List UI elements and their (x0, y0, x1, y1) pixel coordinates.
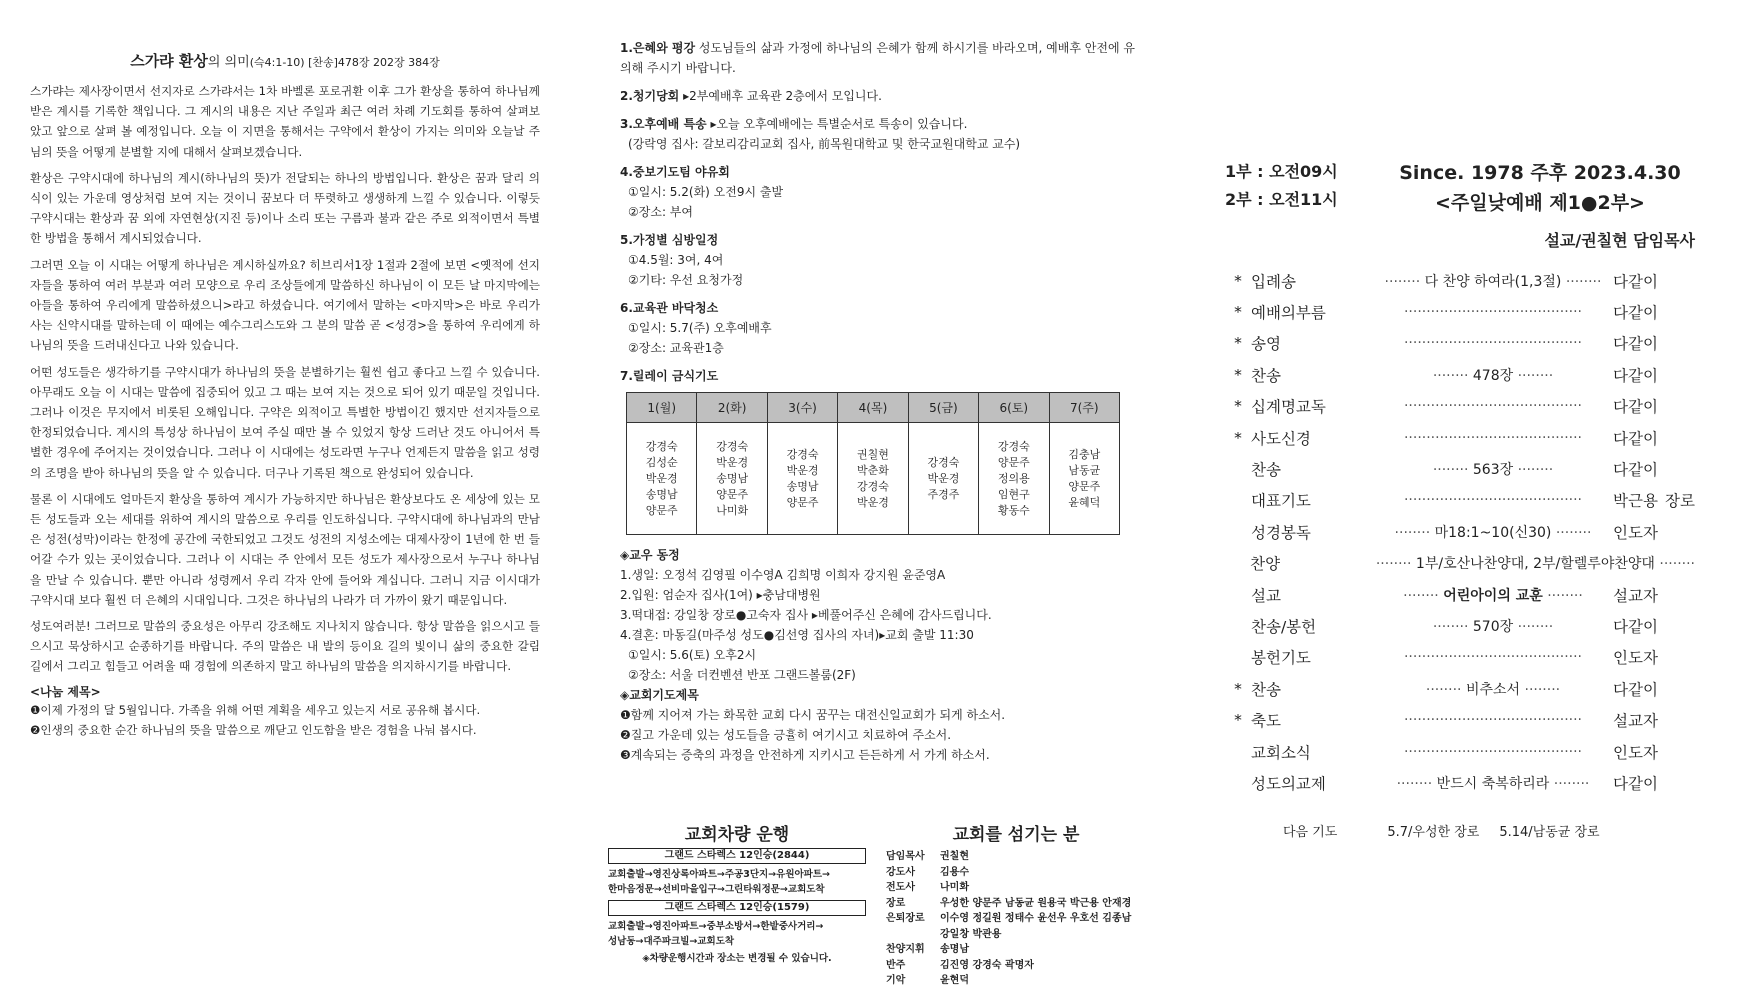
order-row (1225, 391, 1695, 422)
relay-name: 강경숙 (786, 447, 819, 461)
notice-4-title: 4.중보기도팀 야유회 (620, 165, 730, 179)
order-row (1225, 296, 1695, 327)
news-item: ①일시: 5.6(토) 오후2시 (628, 648, 757, 662)
since-line: Since. 1978 주후 2023.4.30 (1399, 162, 1681, 184)
order-row (1225, 328, 1695, 359)
relay-name: 박운경 (645, 471, 678, 485)
relay-day-header: 4(목) (838, 393, 908, 423)
order-star: * (1234, 428, 1242, 447)
relay-name: 양문주 (716, 487, 749, 501)
order-person: 인도자 (1613, 743, 1658, 762)
order-item-name: 입례송 (1251, 272, 1296, 291)
relay-name: 남동균 (1068, 463, 1101, 477)
order-item-detail: 반드시 축복하리라 (1436, 775, 1550, 792)
relay-name: 나미화 (716, 503, 749, 517)
paragraph: 그러면 오늘 이 시대는 어떻게 하나님은 계시하실까요? 히브리서1장 1절과 2절에 보면 <옛적에 선지자들을 통하여 여러 부분과 여러 모양으로 우리 조상들에게 말씀하신 하나님이 이 모든 날 마지막에는 아들을 통하여 우리에게 말씀하셨으니>라고 하셨습니다. 여기에서 말하는 <마지막>은 바로 우리가 사는 신약시대를 말하는데 이 때에는 예수그리스도와 그 분의 말씀 곧 <성경>을 통하여 우리에게 하나님의 뜻을 드러내신다고 나와 있습니다. (30, 257, 540, 353)
paragraph: 성도여러분! 그러므로 말씀의 중요성은 아무리 강조해도 지나치지 않습니다. 항상 말씀을 읽으시고 들으시고 묵상하시고 순종하기를 바랍니다. 주의 말씀은 내 발의 등이요 길의 빛이니 삶의 중요한 갈림길에서 그리고 힘들고 어려울 때 경험에 의존하지 말고 하나님의 말씀을 의지하시기를 바랍니다. (30, 619, 540, 674)
notice-3-sub: (강락영 집사: 갈보리감리교회 집사, 前목원대학교 및 한국교원대학교 교수) (628, 137, 1021, 151)
notice-1: 1.은혜와 평강 성도님들의 삶과 가정에 하나님의 은혜가 함께 하시기를 바라오며, 예배후 안전에 유의해 주시기 바랍니다. (620, 41, 1135, 75)
order-item-name: 설교 (1251, 586, 1281, 605)
order-dots: ········ 비추소서 ········ (1425, 681, 1561, 698)
relay-day-header: 3(수) (767, 393, 837, 423)
minister-role: 전도사 (886, 882, 915, 893)
sharing-title: <나눔 제목> (30, 684, 101, 699)
prayer-item: ❶함께 지어져 가는 화목한 교회 다시 꿈꾸는 대전신일교회가 되게 하소서. (620, 708, 1006, 722)
order-star: * (1234, 365, 1242, 384)
relay-name: 주경주 (927, 487, 960, 501)
relay-name: 박춘화 (857, 463, 889, 477)
order-item-name: 십계명교독 (1251, 398, 1326, 417)
relay-name: 강경숙 (997, 439, 1030, 453)
order-item-detail: 478장 (1472, 367, 1514, 384)
news-item: 4.결혼: 마동길(마주성 성도●김선영 집사의 자녀)▸교회 출발 11:30 (620, 628, 974, 642)
relay-name: 윤혜덕 (1068, 495, 1101, 509)
next-prayer-label: 다음 기도 (1283, 824, 1338, 840)
news-item: ②장소: 서울 더컨벤션 반포 그랜드볼룸(2F) (628, 668, 856, 682)
order-person: 다같이 (1613, 272, 1658, 291)
minister-row (886, 849, 1146, 865)
relay-day-header: 7(주) (1049, 393, 1119, 423)
relay-names-cell (767, 423, 837, 535)
order-row (1225, 422, 1695, 453)
order-dots: ········ 마18:1~10(신30) ········ (1394, 524, 1592, 541)
bus-1-label: 그랜드 스타렉스 12인승(2844) (608, 848, 866, 864)
order-star: * (1234, 711, 1242, 730)
order-item-detail: 마18:1~10(신30) (1434, 524, 1552, 541)
minister-names: 김진영 강경숙 곽명자 (940, 959, 1034, 971)
route-2-line: 성남동→대주파크빌→교회도착 (608, 936, 735, 947)
ministers-list (886, 849, 1146, 989)
relay-name: 송명남 (716, 471, 749, 485)
minister-role: 강도사 (886, 866, 915, 878)
order-item-name: 교회소식 (1251, 743, 1311, 762)
order-item-name: 성경봉독 (1251, 523, 1311, 542)
preacher-line: 설교/권칠현 담임목사 (1544, 231, 1695, 250)
paragraph: 물론 이 시대에도 얼마든지 환상을 통하여 계시가 가능하지만 하나님은 환상보다도 온 세상에 있는 모든 성도들과 오는 세대를 위하여 계시의 말씀으로 우리를 인도하십니다. 구약시대에 하나님과의 만남은 성전(성막)이라는 한정에 공간에 국한되었고 그것도 성전의 지성소에는 대제사장이 1년에 한 번 들어갈 수가 있는 곳이었습니다. 그러나 이 시대는 주 안에서 모든 성도가 제사장으로서 누구나 하나님을 만날 수 있습니다. 뿐만 아니라 성령께서 우리 각자 안에 들어와 계십니다. 그러니 지금 이시대가 구약시대 보다 훨씬 더 은혜의 시대입니다. 그것은 하나님의 나라가 더 가까이 왔기 때문입니다. (30, 491, 540, 607)
service-times (1225, 158, 1338, 218)
order-person: 인도자 (1613, 649, 1658, 668)
relay-prayer-table (626, 392, 1120, 535)
minister-names: 이수영 정길원 정태수 윤선우 우호선 김종남 (940, 913, 1132, 924)
relay-name: 송명남 (645, 487, 678, 501)
minister-row (886, 911, 1146, 927)
prayer-item: ❸계속되는 증축의 과정을 안전하게 지키시고 든든하게 서 가게 하소서. (620, 748, 990, 762)
relay-names-cell (979, 423, 1049, 535)
notice-5-line: ①4.5월: 3여, 4여 (628, 253, 724, 267)
order-star: * (1234, 679, 1242, 698)
minister-row (886, 973, 1146, 989)
order-row (1225, 610, 1695, 641)
order-person: 설교자 (1613, 586, 1658, 605)
relay-names-row (627, 423, 1120, 535)
minister-row (886, 880, 1146, 896)
order-item-detail: 비추소서 (1465, 681, 1521, 698)
order-person: 다같이 (1613, 398, 1658, 417)
order-item-name: 찬송 (1251, 680, 1281, 699)
sharing-item: ❶이제 가정의 달 5월입니다. 가족을 위해 어떤 계획을 세우고 있는지 서로 공유해 봅시다. (30, 702, 481, 717)
relay-day-header: 5(금) (908, 393, 978, 423)
service-heading (1385, 158, 1695, 218)
relay-names-cell (697, 423, 767, 535)
next-prayer-1: 5.7/우성한 장로 (1387, 824, 1480, 840)
notice-2: 2.청기당회 ▸2부예배후 교육관 2층에서 모입니다. (620, 89, 882, 103)
order-row (1225, 359, 1695, 390)
vehicle-section (608, 820, 866, 966)
relay-name: 권칠현 (857, 447, 889, 461)
order-person: 박근용 장로 (1613, 492, 1695, 511)
relay-name: 김성순 (645, 455, 678, 469)
next-prayer-2: 5.14/남동균 장로 (1499, 824, 1600, 840)
order-row (1225, 704, 1695, 735)
minister-names: 나미화 (940, 882, 969, 893)
order-person: 다같이 (1613, 304, 1658, 323)
paragraph: 스가랴는 제사장이면서 선지자로 스가랴서는 1차 바벨론 포로귀환 이후 그가 환상을 통하여 하나님께 받은 계시를 기록한 책입니다. 그 계시의 내용은 지난 주일과 최근 여러 차례 기도회를 통하여 살펴보았고 앞으로 살펴 볼 예정입니다. 오늘 이 지면을 통해서는 구약에서 환상이 가지는 의미와 오늘날 주님의 뜻을 어떻게 분별할 지에 대해서 살펴보겠습니다. (30, 84, 540, 159)
relay-name: 정의용 (997, 471, 1030, 485)
relay-names-cell (838, 423, 908, 535)
relay-name: 송명남 (786, 479, 819, 493)
order-dots: ········································ (1403, 304, 1582, 321)
order-row (1225, 767, 1695, 798)
notice-7-title: 7.릴레이 금식기도 (620, 369, 719, 383)
order-dots: ········································ (1403, 492, 1582, 509)
minister-names: 김용수 (940, 866, 969, 878)
order-dots: ········ 반드시 축복하리라 ········ (1396, 775, 1590, 792)
minister-row (886, 942, 1146, 958)
service-header (1225, 158, 1695, 218)
minister-names: 윤현덕 (940, 975, 969, 986)
order-item-name: 대표기도 (1251, 492, 1311, 511)
order-dots: ········ 다 찬양 하여라(1,3절) ········ (1384, 273, 1602, 290)
route-1-line: 한마음정문→선비마을입구→그린타워정문→교회도착 (608, 884, 825, 895)
order-item-detail: 1부/호산나찬양대, 2부/할렐루야찬양대 (1415, 556, 1655, 573)
announcements-column (620, 38, 1140, 765)
notice-4-line: ②장소: 부여 (628, 205, 693, 219)
minister-row (886, 865, 1146, 881)
order-dots: ········ 563장 ········ (1432, 462, 1554, 479)
order-list (1225, 265, 1695, 799)
minister-role: 반주 (886, 959, 906, 971)
order-item-detail: 어린아이의 교훈 (1443, 587, 1543, 604)
minister-role: 담임목사 (886, 851, 925, 862)
prayer-title: ◈교회기도제목 (620, 688, 699, 702)
order-item-name: 봉헌기도 (1251, 649, 1311, 668)
route-2-line: 교회출발→영진아파트→중부소방서→한밭중사거리→ (608, 921, 824, 932)
ministers-title: 교회를 섬기는 분 (952, 825, 1080, 845)
relay-name: 황동수 (997, 503, 1030, 517)
relay-name: 김충남 (1068, 447, 1101, 461)
notice-5-title: 5.가정별 심방일정 (620, 233, 719, 247)
order-person: 다같이 (1613, 774, 1658, 793)
minister-names: 권칠현 (940, 851, 969, 862)
order-item-name: 성도의교제 (1251, 774, 1326, 793)
notice-5-line: ②기타: 우선 요청가정 (628, 273, 744, 287)
notice-6-line: ①일시: 5.7(주) 오후예배후 (628, 321, 772, 335)
order-dots: ········································ (1403, 335, 1582, 352)
order-item-detail: 563장 (1472, 462, 1514, 479)
order-column (1225, 158, 1695, 840)
order-dots: ········ 570장 ········ (1432, 618, 1554, 635)
order-dots: ········································ (1403, 429, 1582, 446)
order-item-detail: 570장 (1472, 618, 1514, 635)
minister-row (886, 927, 1146, 943)
order-item-name: 찬양 (1250, 555, 1281, 574)
minister-names: 송명남 (940, 944, 969, 955)
order-row (1225, 453, 1695, 484)
relay-name: 강경숙 (927, 455, 960, 469)
order-person: 다같이 (1613, 680, 1658, 699)
order-item-name: 사도신경 (1251, 429, 1311, 448)
minister-role: 은퇴장로 (886, 913, 925, 924)
vehicle-note: ◈차량운행시간과 장소는 변경될 수 있습니다. (642, 953, 832, 964)
order-row (1225, 516, 1695, 547)
order-row (1225, 642, 1695, 673)
relay-name: 양문주 (645, 503, 678, 517)
order-dots: ········································ (1403, 649, 1582, 666)
order-star: * (1234, 271, 1242, 290)
news-item: 3.떡대접: 강일창 장로●고숙자 집사 ▸베풀어주신 은혜에 감사드립니다. (620, 608, 992, 622)
relay-names-cell (1049, 423, 1119, 535)
relay-name: 강경숙 (716, 439, 749, 453)
title-ref: (슥4:1-10) [찬송]478장 202장 384장 (249, 56, 440, 69)
order-person: 인도자 (1613, 523, 1658, 542)
order-person: 다같이 (1613, 617, 1658, 636)
minister-role: 기악 (886, 975, 906, 986)
order-item-name: 찬송/봉헌 (1251, 617, 1317, 636)
relay-name: 양문주 (997, 455, 1030, 469)
prayer-item: ❷질고 가운데 있는 성도들을 긍휼히 여기시고 치료하여 주소서. (620, 728, 952, 742)
relay-day-header: 6(토) (979, 393, 1049, 423)
news-title: ◈교우 동정 (620, 548, 680, 562)
relay-name: 임현구 (997, 487, 1030, 501)
order-row (1225, 579, 1695, 610)
order-row (1225, 548, 1695, 579)
order-star: * (1234, 397, 1242, 416)
relay-name: 박운경 (786, 463, 819, 477)
order-person: 다같이 (1613, 366, 1658, 385)
order-person: 다같이 (1613, 429, 1658, 448)
order-row (1225, 485, 1695, 516)
relay-header-row (627, 393, 1120, 423)
order-row (1225, 736, 1695, 767)
title-main: 스가랴 환상 (130, 52, 208, 70)
relay-name: 양문주 (786, 495, 819, 509)
meditation-title (30, 50, 540, 71)
bus-2-label: 그랜드 스타렉스 12인승(1579) (608, 900, 866, 916)
order-item-name: 찬송 (1251, 366, 1281, 385)
news-item: 2.입원: 엄순자 집사(1여) ▸충남대병원 (620, 588, 821, 602)
service-time-2: 2부 : 오전11시 (1225, 190, 1338, 209)
relay-day-header: 1(월) (627, 393, 697, 423)
order-item-detail: 다 찬양 하여라(1,3절) (1424, 273, 1562, 290)
order-row (1225, 265, 1695, 296)
minister-role: 장로 (886, 897, 906, 909)
relay-day-header: 2(화) (697, 393, 767, 423)
relay-name: 박운경 (927, 471, 960, 485)
route-1-line: 교회출발→영진상록아파트→주공3단지→유원아파트→ (608, 869, 830, 880)
order-row (1225, 673, 1695, 704)
relay-name: 양문주 (1068, 479, 1101, 493)
relay-name: 박운경 (716, 455, 749, 469)
paragraph: 환상은 구약시대에 하나님의 계시(하나님의 뜻)가 전달되는 하나의 방법입니다. 환상은 꿈과 달리 의식이 있는 가운데 영상처럼 보여 지는 것이니 꿈보다 더 뚜렷하고 생생하게 느낄 수 있습니다. 이렇듯 구약시대는 환상과 꿈 외에 자연현상(지진 등)이나 소리 또는 구름과 불과 같은 주로 외적이면서 특별한 방법을 통해서 계시되었습니다. (30, 170, 540, 246)
order-dots: ········································ (1403, 743, 1582, 760)
relay-name: 박운경 (857, 495, 889, 509)
relay-name: 강경숙 (857, 479, 889, 493)
minister-role (886, 927, 934, 943)
order-dots: ········································ (1403, 398, 1582, 415)
ministers-section (886, 820, 1146, 989)
minister-row (886, 958, 1146, 974)
notice-3: 3.오후예배 특송 ▸오늘 오후예배에는 특별순서로 특송이 있습니다. (620, 117, 968, 131)
minister-names: 강일창 박관용 (940, 928, 1002, 940)
notice-4-line: ①일시: 5.2(화) 오전9시 출발 (628, 185, 784, 199)
service-time-1: 1부 : 오전09시 (1225, 162, 1338, 181)
minister-row (886, 896, 1146, 912)
order-dots: ········ 어린아이의 교훈 ········ (1403, 587, 1583, 604)
relay-name: 강경숙 (645, 439, 678, 453)
notice-6-line: ②장소: 교육관1층 (628, 341, 724, 355)
minister-names: 우성한 양문주 남동균 원용국 박근용 안재경 (940, 897, 1132, 909)
relay-names-cell (908, 423, 978, 535)
order-dots: ········ 1부/호산나찬양대, 2부/할렐루야찬양대 ········ (1375, 556, 1695, 573)
order-item-name: 찬송 (1251, 461, 1281, 480)
service-name: <주일낮예배 제1●2부> (1435, 192, 1645, 214)
order-person: 다같이 (1613, 461, 1658, 480)
sharing-item: ❷인생의 중요한 순간 하나님의 뜻을 말씀으로 깨닫고 인도함을 받은 경험을 나눠 봅시다. (30, 722, 477, 737)
order-item-name: 축도 (1251, 712, 1281, 731)
order-star: * (1234, 303, 1242, 322)
order-star: * (1234, 334, 1242, 353)
vehicle-title: 교회차량 운행 (684, 825, 790, 845)
meditation-column (30, 50, 540, 740)
title-rest: 의 의미 (207, 55, 250, 70)
order-person: 설교자 (1613, 712, 1658, 731)
order-item-name: 예배의부름 (1251, 304, 1326, 323)
news-item: 1.생일: 오정석 김영필 이수영A 김희명 이희자 강지원 윤준영A (620, 568, 946, 582)
order-item-name: 송영 (1251, 335, 1281, 354)
notice-6-title: 6.교육관 바닥청소 (620, 301, 719, 315)
next-prayer (1225, 821, 1695, 840)
order-dots: ········································ (1403, 712, 1582, 729)
paragraph: 어떤 성도들은 생각하기를 구약시대가 하나님의 뜻을 분별하기는 훨씬 쉽고 좋다고 느낄 수 있습니다. 아무래도 오늘 이 시대는 말씀에 집중되어 있고 그 때는 보여 지는 것으로 되어 있기 때문일 것입니다. 그러나 이것은 무지에서 비롯된 오해입니다. 구약은 외적이고 특별한 방법이긴 했지만 선지자들으로 한정되었습니다. 계시의 특성상 하나님이 보여 주실 때만 볼 수 있었지 항상 드러난 것도 아니어서 특별한 경우에 주어지는 것이었습니다. 그러나 이 시대에는 성도라면 누구나 언제든지 말씀을 읽고 성령의 조명을 받아 하나님의 뜻을 알 수 있습니다. 더구나 기록된 책으로 완성되어 있습니다. (30, 364, 540, 480)
relay-names-cell (627, 423, 697, 535)
minister-role: 찬양지휘 (886, 944, 925, 955)
order-dots: ········ 478장 ········ (1432, 367, 1554, 384)
order-person: 다같이 (1613, 335, 1658, 354)
